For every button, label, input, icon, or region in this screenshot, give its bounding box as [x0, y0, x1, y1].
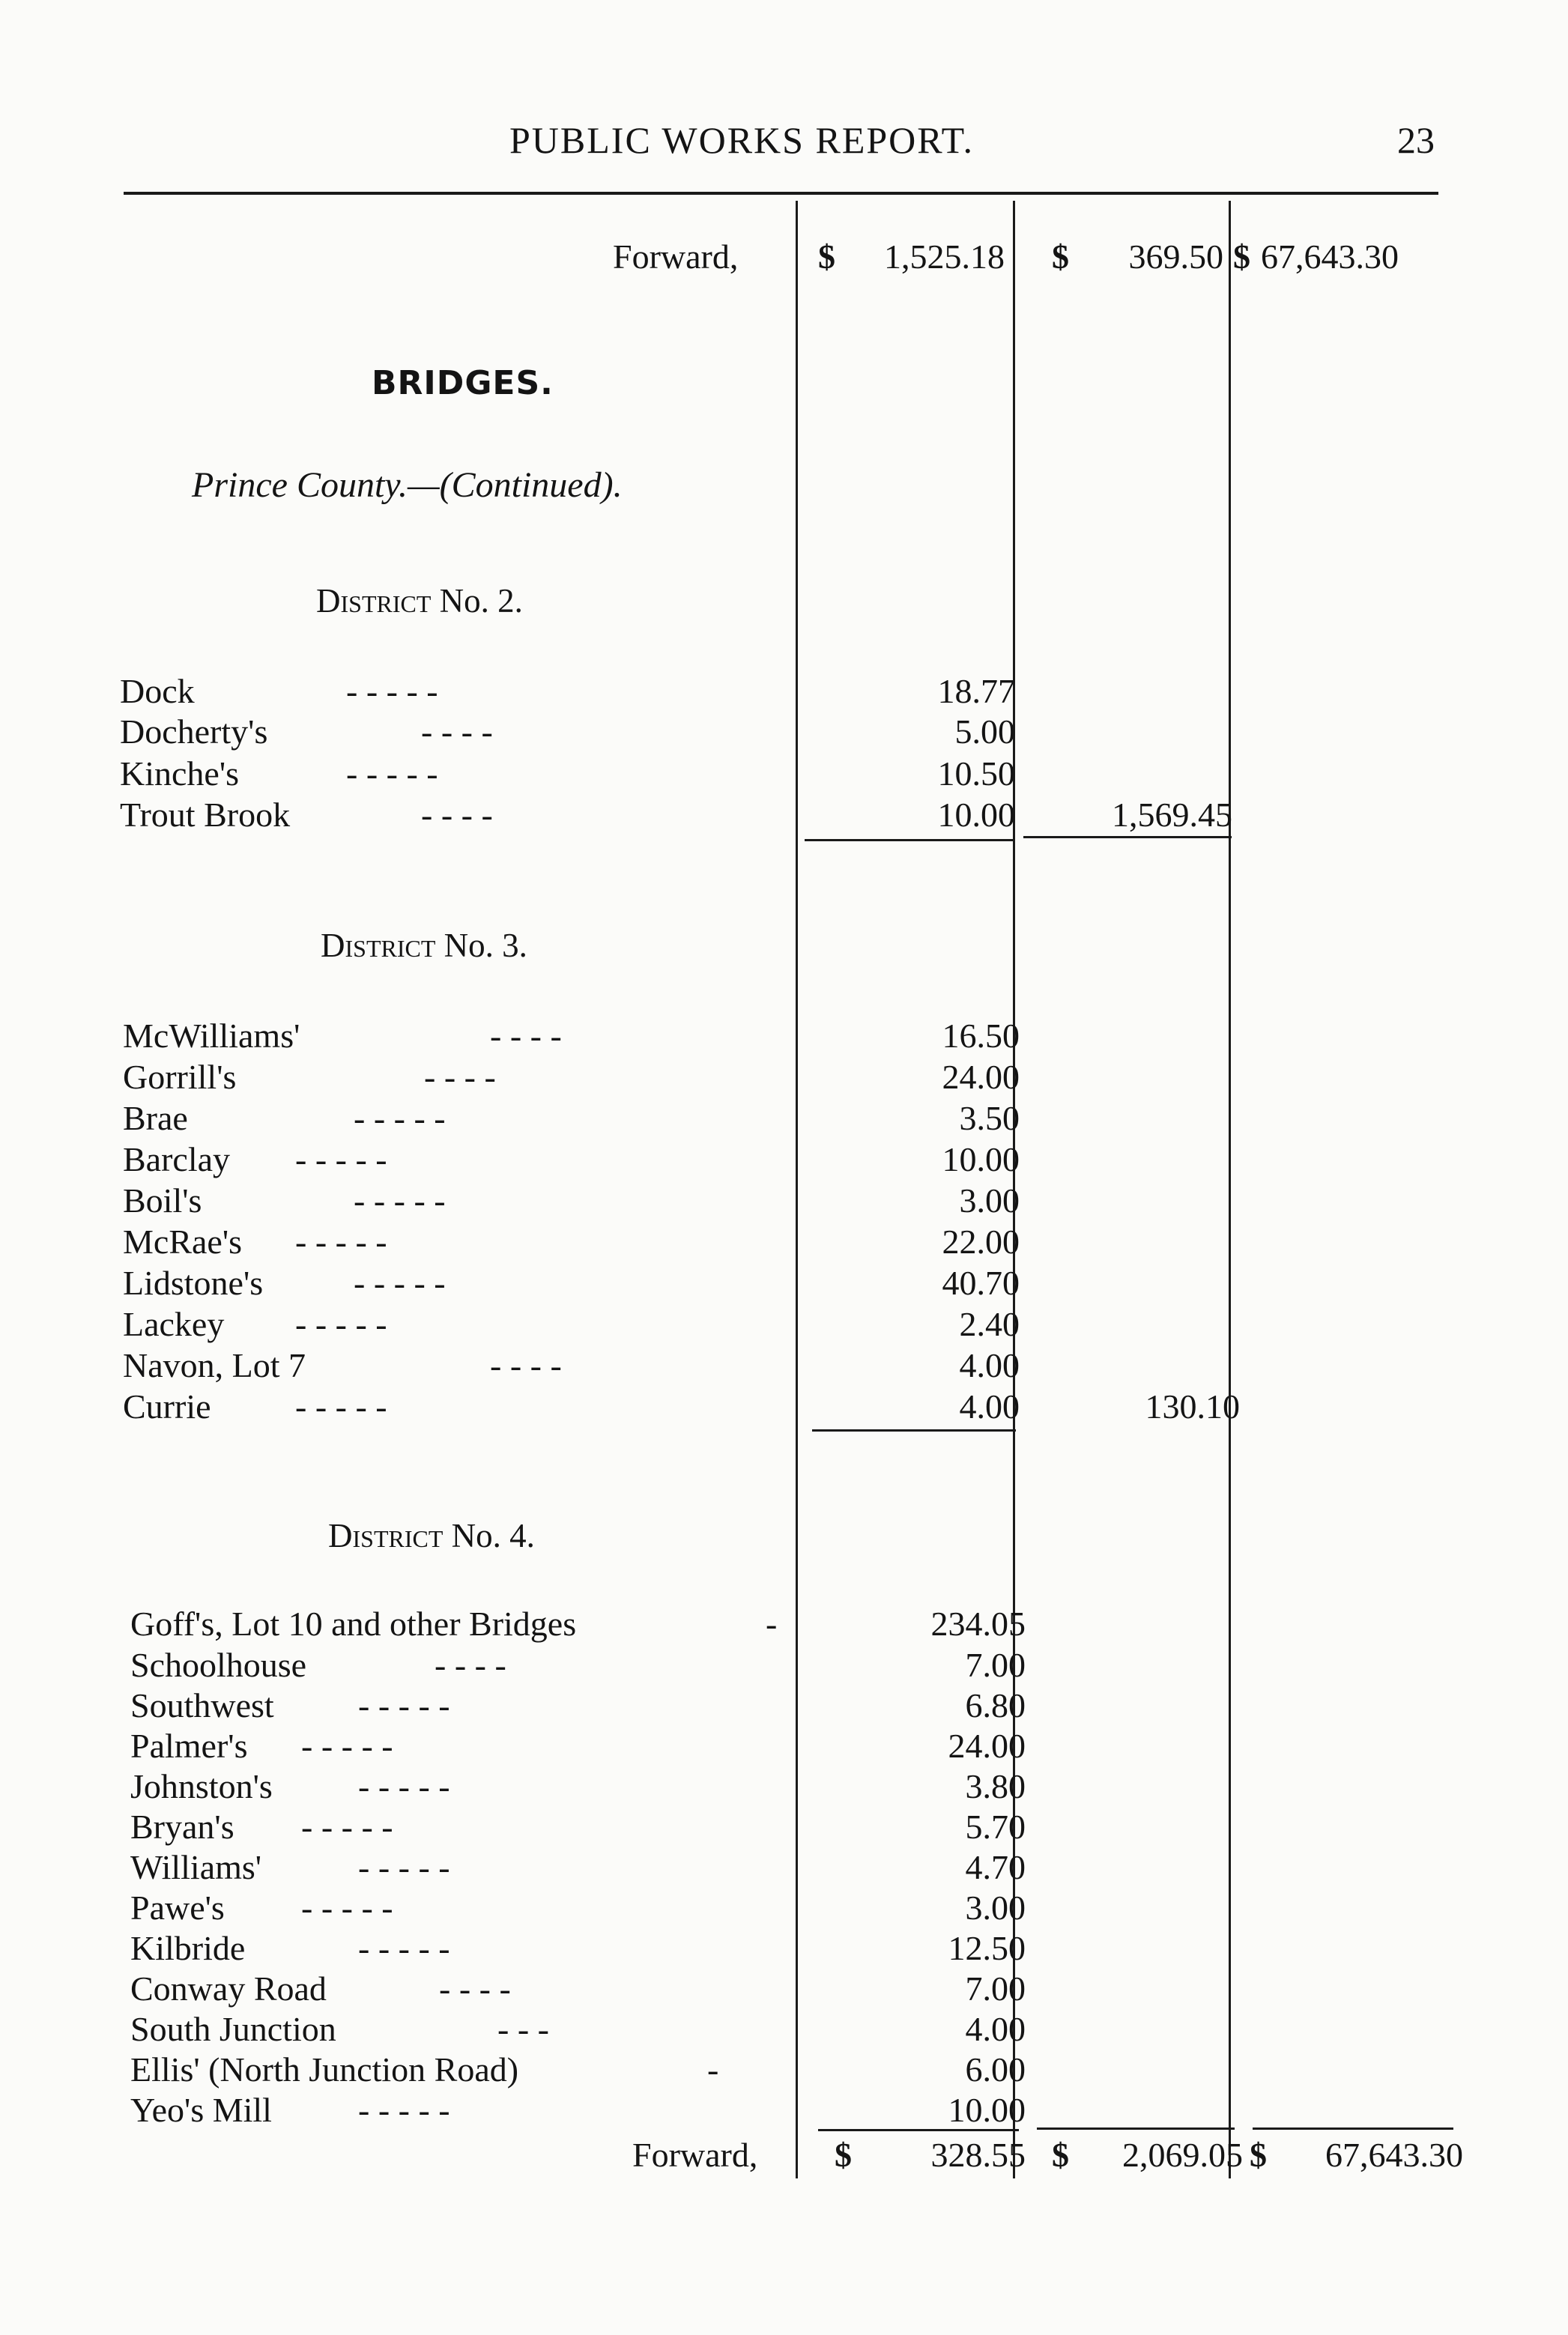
list-item-name: Brae [123, 1099, 188, 1137]
leader-dashes: - - - - - [346, 754, 438, 793]
list-item-amount: 6.00 [965, 2050, 1026, 2089]
forward-bottom-col1: 328.55 [930, 2136, 1026, 2174]
leader-dashes: - - - - [439, 1969, 511, 2008]
page-number: 23 [1397, 119, 1435, 161]
list-item-amount: 16.50 [942, 1017, 1020, 1055]
bottom-col2-rule [1037, 2127, 1235, 2130]
list-item-name: McRae's [123, 1223, 243, 1261]
list-item-name: Lidstone's [123, 1264, 264, 1302]
list-item-amount: 3.00 [965, 1889, 1026, 1927]
district-2-title-prefix: District [316, 582, 432, 620]
list-item-amount: 7.00 [965, 1969, 1026, 2008]
district-2-col1-subtotal-rule [805, 839, 1014, 841]
list-item-amount: 12.50 [948, 1929, 1026, 1967]
leader-dashes: - - - - - [295, 1223, 387, 1261]
forward-bottom-col2: 2,069.05 [1122, 2136, 1243, 2174]
list-item-name: Trout Brook [120, 796, 291, 834]
forward-top-label: Forward, [613, 237, 739, 276]
leader-dashes: - - - - [424, 1058, 496, 1096]
leader-dashes: - - - - - [358, 1767, 450, 1805]
list-item-name: Lackey [123, 1305, 225, 1343]
district-3-title-number: No. 3. [444, 927, 527, 964]
leader-dashes: - - - - [435, 1646, 506, 1684]
list-item-amount: 10.00 [937, 796, 1015, 834]
leader-dashes: - - - - - [301, 1727, 393, 1765]
list-item-name: Johnston's [130, 1767, 273, 1805]
list-item-name: Boil's [123, 1181, 202, 1220]
leader-dashes: - [766, 1605, 778, 1643]
list-item-name: McWilliams' [123, 1017, 300, 1055]
list-item-amount: 24.00 [948, 1727, 1026, 1765]
list-item-name: Navon, Lot 7 [123, 1346, 306, 1384]
leader-dashes: - - - - - [346, 672, 438, 710]
list-item-amount: 40.70 [942, 1264, 1020, 1302]
list-item-name: Ellis' (North Junction Road) [130, 2050, 519, 2089]
list-item-amount: 3.80 [965, 1767, 1026, 1805]
list-item-amount: 10.00 [948, 2091, 1026, 2129]
forward-bottom-col3: 67,643.30 [1325, 2136, 1463, 2174]
list-item-name: Kilbride [130, 1929, 246, 1967]
leader-dashes: - - - - - [295, 1305, 387, 1343]
section-title: BRIDGES. [372, 364, 554, 402]
district-3-col1-subtotal-rule [812, 1429, 1016, 1432]
list-item-name: Currie [123, 1387, 211, 1426]
column-rule-3 [1229, 201, 1231, 2178]
district-4-title-prefix: District [328, 1517, 444, 1554]
leader-dashes: - - - - [490, 1017, 562, 1055]
list-item-name: Dock [120, 672, 195, 710]
district-3-title [321, 926, 527, 965]
list-item-amount: 4.00 [965, 2010, 1026, 2048]
district-2-title [316, 581, 523, 620]
list-item-amount: 234.05 [930, 1605, 1026, 1643]
list-item-amount: 5.70 [965, 1808, 1026, 1846]
leader-dashes: - - - - - [358, 1848, 450, 1886]
leader-dashes: - - - - - [358, 1929, 450, 1967]
leader-dashes: - - - - [490, 1346, 562, 1384]
list-item-name: Conway Road [130, 1969, 327, 2008]
forward-bottom-currency-1: $ [835, 2136, 852, 2174]
list-item-amount: 7.00 [965, 1646, 1026, 1684]
district-3-total: 130.10 [1145, 1387, 1240, 1426]
forward-top-currency-3: $ [1233, 237, 1250, 276]
list-item-name: Barclay [123, 1140, 231, 1178]
district-2-col2-subtotal-rule [1023, 836, 1232, 838]
column-rule-1-top [796, 201, 798, 2178]
forward-bottom-label: Forward, [632, 2136, 758, 2174]
district-4-title [328, 1516, 535, 1555]
leader-dashes: - [707, 2050, 719, 2089]
forward-bottom-currency-3: $ [1250, 2136, 1267, 2174]
leader-dashes: - - - - - [354, 1181, 446, 1220]
leader-dashes: - - - - - [358, 1686, 450, 1724]
district-2-title-number: No. 2. [439, 582, 523, 620]
leader-dashes: - - - - - [301, 1889, 393, 1927]
list-item-amount: 2.40 [959, 1305, 1020, 1343]
district-4-title-number: No. 4. [451, 1517, 535, 1554]
list-item-amount: 10.00 [942, 1140, 1020, 1178]
section-subtitle: Prince County.—(Continued). [192, 465, 623, 505]
list-item-amount: 4.00 [959, 1346, 1020, 1384]
list-item-name: Gorrill's [123, 1058, 237, 1096]
list-item-name: Palmer's [130, 1727, 248, 1765]
list-item-amount: 24.00 [942, 1058, 1020, 1096]
forward-top-currency-1: $ [818, 237, 835, 276]
list-item-name: Kinche's [120, 754, 240, 793]
list-item-name: Schoolhouse [130, 1646, 307, 1684]
list-item-name: Docherty's [120, 712, 268, 751]
page-header-title: PUBLIC WORKS REPORT. [509, 119, 974, 161]
district-3-title-prefix: District [321, 927, 436, 964]
list-item-amount: 4.70 [965, 1848, 1026, 1886]
forward-top-col2: 369.50 [1128, 237, 1223, 276]
list-item-amount: 5.00 [954, 712, 1015, 751]
list-item-name: Southwest [130, 1686, 274, 1724]
list-item-amount: 10.50 [937, 754, 1015, 793]
leader-dashes: - - - - - [354, 1264, 446, 1302]
forward-top-col1: 1,525.18 [884, 237, 1005, 276]
leader-dashes: - - - - - [354, 1099, 446, 1137]
header-rule [124, 192, 1438, 195]
forward-top-currency-2: $ [1052, 237, 1069, 276]
list-item-amount: 3.50 [959, 1099, 1020, 1137]
leader-dashes: - - - - [421, 796, 493, 834]
list-item-amount: 22.00 [942, 1223, 1020, 1261]
list-item-name: Bryan's [130, 1808, 234, 1846]
leader-dashes: - - - [497, 2010, 549, 2048]
list-item-name: Pawe's [130, 1889, 225, 1927]
list-item-amount: 4.00 [959, 1387, 1020, 1426]
list-item-name: South Junction [130, 2010, 336, 2048]
list-item-name: Williams' [130, 1848, 262, 1886]
leader-dashes: - - - - - [295, 1140, 387, 1178]
leader-dashes: - - - - - [295, 1387, 387, 1426]
list-item-name: Yeo's Mill [130, 2091, 272, 2129]
district-2-total: 1,569.45 [1112, 796, 1232, 834]
bottom-col3-rule [1253, 2127, 1453, 2130]
list-item-amount: 3.00 [959, 1181, 1020, 1220]
leader-dashes: - - - - [421, 712, 493, 751]
forward-bottom-currency-2: $ [1052, 2136, 1069, 2174]
forward-top-col3: 67,643.30 [1261, 237, 1399, 276]
bottom-col1-rule [818, 2129, 1019, 2131]
leader-dashes: - - - - - [358, 2091, 450, 2129]
leader-dashes: - - - - - [301, 1808, 393, 1846]
list-item-amount: 18.77 [937, 672, 1015, 710]
list-item-amount: 6.80 [965, 1686, 1026, 1724]
list-item-name: Goff's, Lot 10 and other Bridges [130, 1605, 577, 1643]
